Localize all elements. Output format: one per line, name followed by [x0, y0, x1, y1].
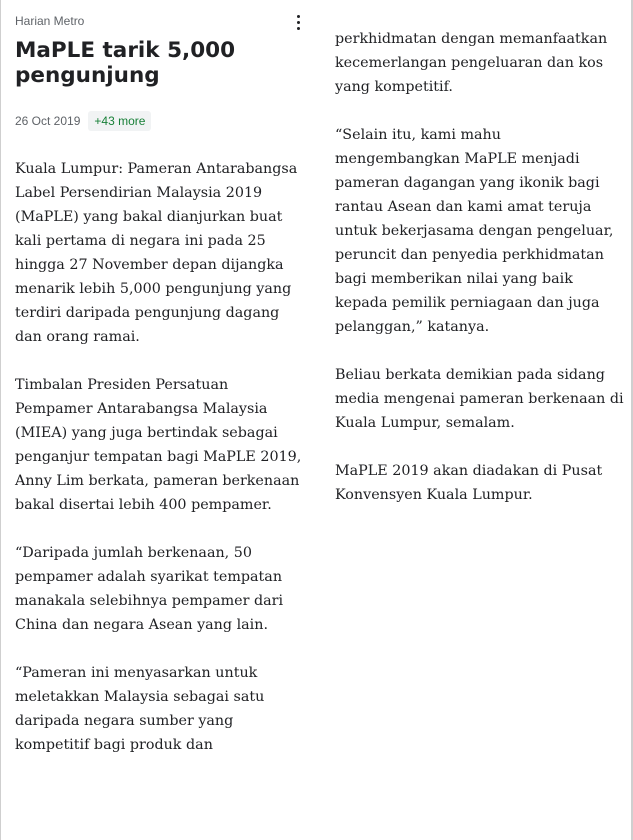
paragraph: MaPLE 2019 akan diadakan di Pusat Konvensyen Kuala Lumpur.	[335, 463, 603, 503]
paragraph: “Pameran ini menyasarkan untuk meletakkan Malaysia sebagai satu daripada negara sumber yang kompetitif bagi produk dan	[15, 665, 265, 753]
left-border	[0, 0, 1, 840]
paragraph: Beliau berkata demikian pada sidang media mengenai pameran berkenaan di Kuala Lumpur, semalam.	[335, 367, 624, 431]
more-options-button[interactable]	[288, 12, 308, 32]
paragraph: “Selain itu, kami mahu mengembangkan MaPLE menjadi pameran dagangan yang ikonik bagi rantau Asean dan kami amat teruja untuk bekerjasama dengan pengeluar, peruncit dan penyedia perkhidmatan bagi memberikan nilai yang baik kepada pemilik perniagaan dan juga pelanggan,” katanya.	[335, 127, 614, 335]
article-date: 26 Oct 2019	[15, 114, 81, 128]
paragraph: perkhidmatan dengan memanfaatkan kecemerlangan pengeluaran dan kos yang kompetitif.	[335, 31, 608, 95]
article-body-left	[15, 157, 307, 781]
article-title[interactable]: MaPLE tarik 5,000 pengunjung	[15, 38, 236, 88]
article-meta	[15, 110, 151, 132]
paragraph: Kuala Lumpur: Pameran Antarabangsa Label Persendirian Malaysia 2019 (MaPLE) yang bakal dianjurkan buat kali pertama di negara ini pada 25 hingga 27 November depan dijangka menarik lebih 5,000 pengunjung yang terdiri daripada pengunjung dagang dan orang ramai.	[15, 161, 298, 345]
article-body-right	[335, 27, 627, 531]
more-coverage-button[interactable]: +43 more	[88, 111, 151, 131]
more-vert-icon	[297, 13, 300, 31]
source-name[interactable]: Harian Metro	[15, 14, 85, 28]
paragraph: “Daripada jumlah berkenaan, 50 pempamer adalah syarikat tempatan manakala selebihnya pempamer dari China dan negara Asean yang lain.	[15, 545, 284, 633]
paragraph: Timbalan Presiden Persatuan Pempamer Antarabangsa Malaysia (MIEA) yang juga bertindak sebagai penganjur tempatan bagi MaPLE 2019, Anny Lim berkata, pameran berkenaan bakal disertai lebih 400 pempamer.	[15, 377, 302, 513]
